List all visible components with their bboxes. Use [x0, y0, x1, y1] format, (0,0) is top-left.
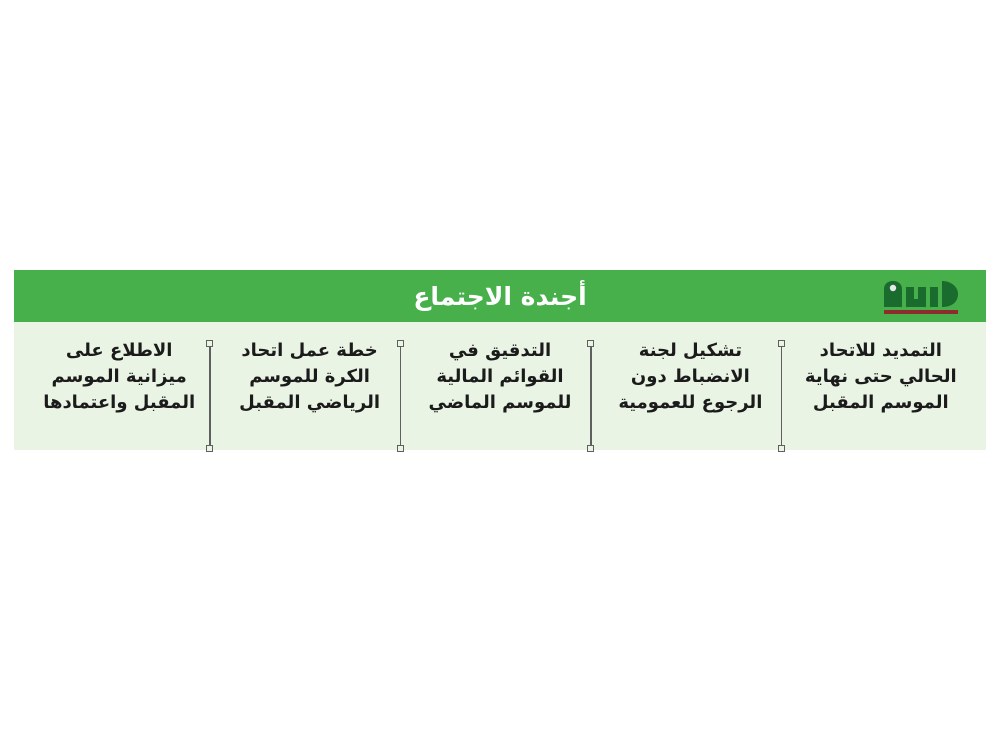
agenda-item-text: الاطلاع على ميزانية الموسم المقبل واعتمادها: [43, 340, 196, 414]
agenda-item-1: [786, 338, 976, 416]
item-separator: [396, 340, 406, 452]
agenda-item-text: تشكيل لجنة الانضباط دون الرجوع للعمومية: [618, 340, 763, 414]
item-separator: [586, 340, 596, 452]
agenda-item-text: التمديد للاتحاد الحالي حتى نهاية الموسم المقبل: [804, 340, 957, 414]
agenda-infographic: [14, 270, 986, 450]
agenda-item-5: [24, 338, 214, 416]
page-title: أجندة الاجتماع: [413, 281, 587, 311]
agenda-item-2: [595, 338, 785, 416]
makkah-newspaper-logo: [880, 276, 972, 318]
agenda-item-4: [214, 338, 404, 416]
item-separator: [205, 340, 215, 452]
item-separator: [777, 340, 787, 452]
agenda-items-row: [14, 322, 986, 450]
infographic-header: [14, 270, 986, 322]
agenda-item-text: خطة عمل اتحاد الكرة للموسم الرياضي المقبل: [239, 340, 381, 414]
agenda-item-text: التدقيق في القوائم المالية للموسم الماضي: [428, 340, 572, 414]
agenda-item-3: [405, 338, 595, 416]
